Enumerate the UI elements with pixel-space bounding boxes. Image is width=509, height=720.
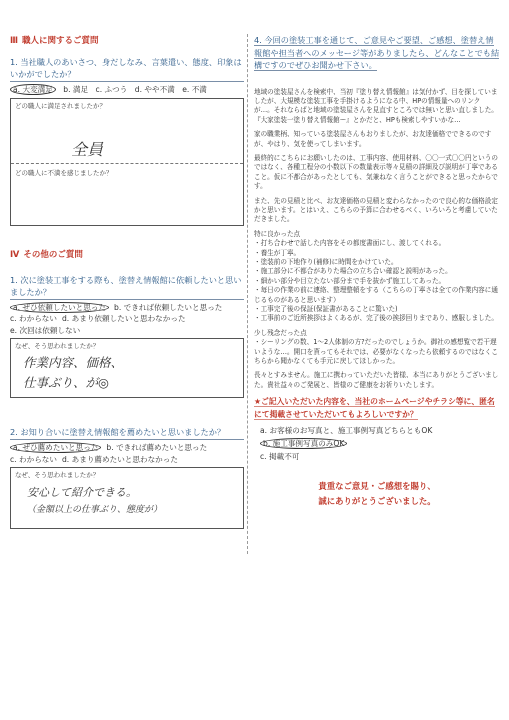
list-item: ・ 打ち合わせで話した内容をその都度書面にし、渡してくれる。 (254, 239, 500, 248)
option-a-selected[interactable]: a. ぜひ薦めたいと思った (10, 442, 101, 453)
good-points-title: 特に良かった点 (254, 229, 301, 238)
good-staff-label: どの職人に満足されましたか？ (15, 101, 106, 110)
list-item: ・ シーリングの数、1〜2人体制の方?だったのでしょうか。御社の感想覧で若干遅いような…。開口を貰ってもそれでは、必要がなくなったら依頼するのではなくこちらから聞かなくても手元に戻してほしかった。 (254, 338, 500, 366)
section-4-q1-options (10, 302, 244, 337)
comment-paragraph-2: 家の職業柄、知っている塗装屋さんもおりましたが、お友達価格でできるのですが、やはり、気を使ってしまいます。 (254, 130, 492, 148)
option-d[interactable]: d. あまり依頼したいと思わなかった (61, 314, 186, 323)
right-column (254, 34, 500, 509)
comment-paragraph-3: 最終的にこちらにお願いしたのは、工事内容、使用材料、〇〇一式〇〇円というのではなく、各種工程分の小数以下の数量表示等々見積の詳細及び説明が丁寧であること。仮に不都合があったとしても、気兼ねなく言うことができると思ったからです。 (254, 153, 498, 191)
option-a[interactable]: a. お客様のお写真と、施工事例写真どちらともOK (260, 426, 433, 436)
reason-label: なぜ、そう思われましたか？ (15, 471, 100, 479)
option-e[interactable]: e. 次回は依頼しない (10, 325, 81, 335)
option-c[interactable]: c. ふつう (95, 85, 128, 94)
left-column (10, 34, 244, 529)
option-d[interactable]: d. あまり薦めたいと思わなかった (61, 454, 178, 464)
bad-points-title: 少し残念だった点 (254, 328, 307, 337)
bad-points-list (254, 338, 500, 366)
section-3-comment-box (10, 98, 244, 226)
section-4-q1-reason-box (10, 338, 244, 398)
option-b-selected[interactable]: b. 施工事例写真のみOK (260, 437, 500, 450)
closing-message: 長々とすみません。施工に携わっていただいた皆様、本当にありがとうございました。貴社益々のご発展と、皆様のご健康をお祈りいたします。 (254, 371, 499, 389)
reason-answer-line-1: 作業内容、価格、 (23, 355, 124, 370)
section-4-question-1: 1. 次に塗装工事をする際も、塗替え情報館に依頼したいと思いましたか？ (10, 274, 244, 300)
box-dashed-divider (11, 163, 243, 164)
option-c[interactable]: c. わからない (10, 314, 57, 323)
reason-answer-line-2: 仕事ぶり、が◎ (23, 375, 109, 390)
comment-paragraph-1: 地域の塗装屋さんを検索中、当初『塗り替え情報館』は気付かず、目を探していましたが、大規模な塗装工事を手掛けるようになる中、HPの情報量へのリンクが…。それならばと地域の塗装屋さんを見直すところでは無いと思い直しました。『大家塗装一塗り替え情報館ー』とかだと、HPも検索しやすいかな… (254, 87, 498, 124)
bad-staff-label: どの職人に不満を感じましたか？ (15, 168, 113, 177)
question-4: 4. 今回の塗装工事を通じて、ご意見やご要望、ご感想、塗替え情報館や担当者へのメッセージ等がありましたら、どんなことでも結構ですのでぜひお聞かせ下さい。 (254, 35, 500, 70)
comment-paragraph-4: また、先の見積と比べ、お友達価格の見積と変わらなかったので良心的な価格設定かと思います。とはいえ、こちらの予算に合わせるべく、いろいろと考慮していただきました。 (254, 196, 498, 224)
column-divider (247, 34, 248, 554)
section-4-q2-options (10, 442, 244, 465)
section-3-q1-options (10, 84, 244, 96)
good-staff-answer: 全員 (71, 139, 104, 159)
option-a-selected[interactable]: a. 大変満足 (10, 84, 56, 95)
reason-label: なぜ、そう思われましたか？ (15, 342, 100, 350)
list-item: ・ 細かい部分や目立たない部分まで手を抜かず施工してあった。 (254, 277, 500, 286)
section-4-heading: Ⅳ その他のご質問 (10, 249, 83, 260)
option-b[interactable]: b. できれば薦めたいと思った (106, 443, 208, 452)
option-c[interactable]: c. 掲載不可 (260, 452, 300, 462)
option-c[interactable]: c. わからない (10, 454, 57, 464)
section-3-question-1: 1. 当社職人のあいさつ、身だしなみ、言葉遣い、態度、印象はいかがでしたか？ (10, 56, 244, 82)
reason-answer-line-1: 安心して紹介できる。 (27, 486, 137, 499)
permission-options (254, 424, 500, 463)
section-3-heading: Ⅲ 職人に関するご質問 (10, 36, 99, 46)
section-4-q2-reason-box (10, 467, 244, 529)
option-b[interactable]: b. できれば依頼したいと思った (114, 302, 223, 312)
list-item: ・ 工事前のご近所挨拶はよくあるが、完了後の挨拶回りまであり、感服しました。 (254, 314, 500, 323)
list-item: ・ 塗装前の下地作り(補修)に時間をかけていた。 (254, 258, 500, 267)
thanks-message: 貴重なご意見・ご感想を賜り、 誠にありがとうございました。 (318, 481, 436, 507)
option-e[interactable]: e. 不満 (182, 85, 207, 94)
list-item: ・ 施工部分に不都合がありた場合の立ち合い確認と説明があった。 (254, 267, 500, 276)
section-4-question-2: 2. お知り合いに塗替え情報館を薦めたいと思いましたか？ (10, 426, 244, 440)
option-b[interactable]: b. 満足 (63, 85, 89, 94)
list-item: ・ 毎日の作業の前に連絡、整理整頓をする（こちらの丁寧さは全ての作業内容に通じるものがあると思います） (254, 286, 500, 305)
customer-comment (254, 88, 500, 391)
list-item: ・ 工事完了後の保証(保証書があることに驚いた) (254, 305, 500, 314)
publication-permission-question: ★ご記入いただいた内容を、当社のホームページやチラシ等に、匿名にて掲載させていただいてもよろしいですか？ (254, 397, 495, 420)
reason-answer-line-2: （金額以上の仕事ぶり、態度が） (27, 505, 163, 515)
good-points-list (254, 239, 500, 324)
option-a-selected[interactable]: a. ぜひ依頼したいと思った (10, 302, 109, 313)
list-item: ・ 養生が丁寧。 (254, 249, 500, 258)
option-d[interactable]: d. やや不満 (134, 85, 175, 94)
